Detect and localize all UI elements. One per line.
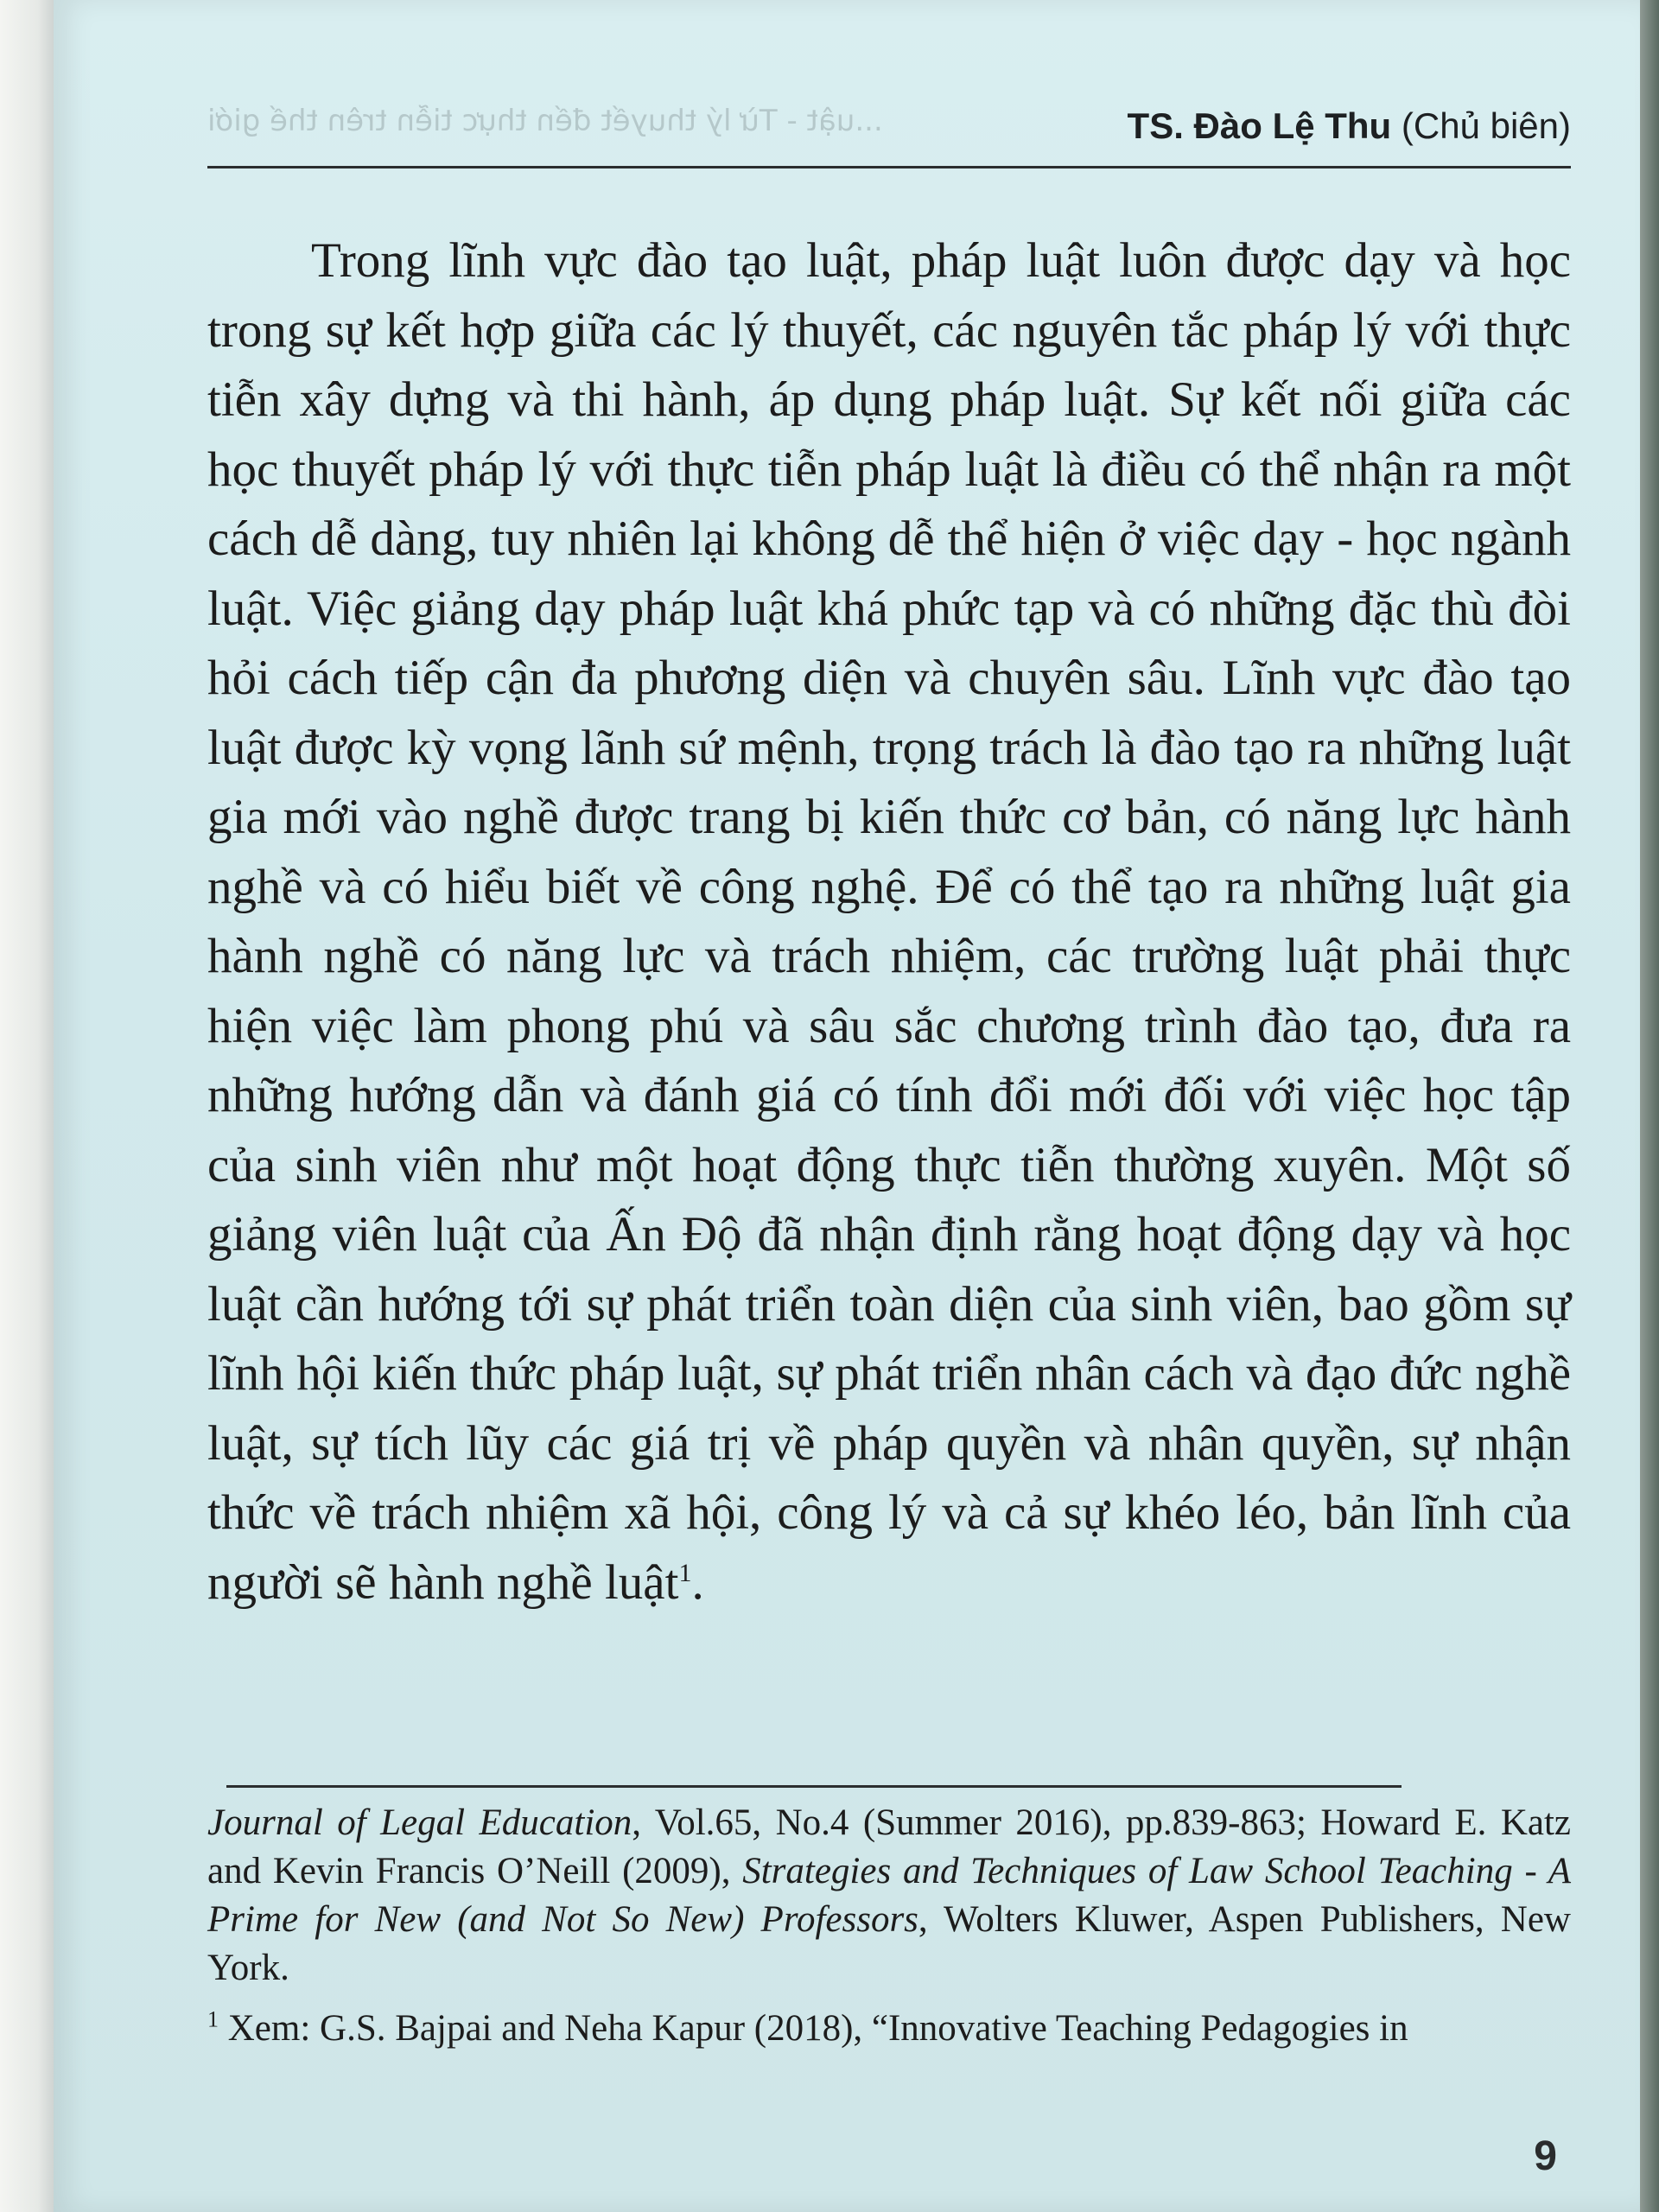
body-paragraph <box>207 226 1571 1618</box>
header-author-line <box>1128 105 1571 147</box>
author-name: TS. Đào Lệ Thu <box>1127 105 1392 146</box>
book-title: Strategies and Techniques of Law School Teaching - A Prime for New (and Not So New) Professors <box>207 1851 1572 1940</box>
author-role: (Chủ biên) <box>1401 105 1571 146</box>
footnote-1 <box>207 2005 1571 2053</box>
footnote-text: Xem: G.S. Bajpai and Neha Kapur (2018), “Innovative Teaching Pedagogies in <box>219 2008 1408 2049</box>
running-header <box>207 97 1571 168</box>
footnotes <box>207 1799 1571 2053</box>
adjacent-page-edge <box>0 0 54 2212</box>
footnote-number: 1 <box>207 2006 219 2032</box>
footnote-divider <box>226 1785 1402 1788</box>
publisher-details: , Wolters Kluwer, Aspen Publishers, New York. <box>207 1899 1571 1988</box>
book-page <box>54 0 1640 2212</box>
footnote-continued <box>207 1799 1571 1993</box>
bleed-through-text: ...uật - Từ lý thuyết đến thực tiễn trên thế giới <box>207 104 883 138</box>
footnote-reference: 1 <box>678 1558 692 1587</box>
paragraph-end: . <box>691 1554 704 1610</box>
paragraph-text: Trong lĩnh vực đào tạo luật, pháp luật luôn được dạy và học trong sự kết hợp giữa các lý thuyết, các nguyên tắc pháp lý với thực tiễn xây dựng và thi hành, áp dụng pháp luật. Sự kết nối giữa các học thuyết pháp lý với thực tiễn pháp luật là điều có thể nhận ra một cách dễ dàng, tuy nhiên lại không dễ thể hiện ở việc dạy - học ngành luật. Việc giảng dạy pháp luật khá phức tạp và có những đặc thù đòi hỏi cách tiếp cận đa phương diện và chuyên sâu. Lĩnh vực đào tạo luật được kỳ vọng lãnh sứ mệnh, trọng trách là đào tạo ra những luật gia mới vào nghề được trang bị kiến thức cơ bản, có năng lực hành nghề và có hiểu biết về công nghệ. Để có thể tạo ra những luật gia hành nghề có năng lực và trách nhiệm, các trường luật phải thực hiện việc làm phong phú và sâu sắc chương trình đào tạo, đưa ra những hướng dẫn và đánh giá có tính đổi mới đối với việc học tập của sinh viên như một hoạt động thực tiễn thường xuyên. Một số giảng viên luật của Ấn Độ đã nhận định rằng hoạt động dạy và học luật cần hướng tới sự phát triển toàn diện của sinh viên, bao gồm sự lĩnh hội kiến thức pháp luật, sự phát triển nhân cách và đạo đức nghề luật, sự tích lũy các giá trị về pháp quyền và nhân quyền, sự nhận thức về trách nhiệm xã hội, công lý và cả sự khéo léo, bản lĩnh của người sẽ hành nghề luật <box>207 233 1571 1610</box>
background-table <box>1640 0 1659 2212</box>
citation-details: , Vol.65, No.4 (Summer 2016), pp.839-863; Howard E. Katz and Kevin Francis O’Neill (2009), <box>207 1802 1571 1891</box>
journal-title: Journal of Legal Education <box>207 1802 632 1843</box>
page-number: 9 <box>1534 2133 1557 2179</box>
